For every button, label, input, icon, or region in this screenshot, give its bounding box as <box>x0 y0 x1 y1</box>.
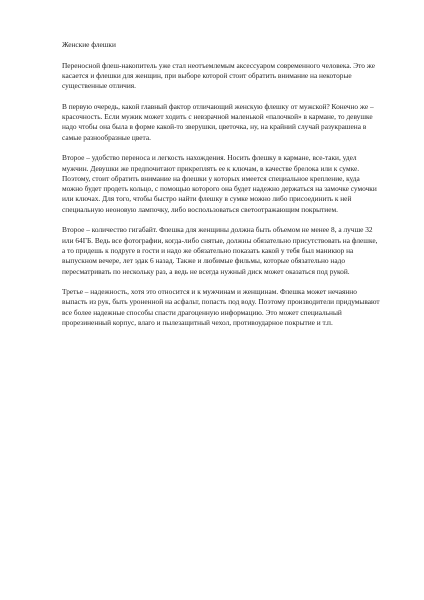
paragraph-colorfulness: В первую очередь, какой главный фактор отличающий женскую флешку от мужской? Конечно же – красочность. Если мужик может ходить с невзрачной маленькой «палочкой» в кармане, то девушке надо чтобы она была в форме какой-то зверушки, цветочка, ну, на крайний случай разукрашена в самые разнообразные цвета. <box>62 101 374 142</box>
paragraph-portability: Второе – удобство переноса и легкость нахождения. Носить флешку в кармане, все-таки, удел мужчин. Девушки же предпочитают прикреплять ее к ключам, в качестве брелока или к сумке. Поэтому, стоит обратить внимание на флешки у которых имеется специальное крепление, куда можно будет продеть кольцо, с помощью которого она будет надежно держаться на замочке сумочки или ключах. Для того, чтобы быстро найти флешку в сумке можно либо присоединить к ней специальную неоновую лампочку, либо воспользоваться светоотражающим покрытием. <box>62 153 377 214</box>
document-title: Женские флешки <box>62 40 116 49</box>
document-body <box>62 40 382 339</box>
paragraph-reliability: Третье – надежность, хотя это относится и к мужчинам и женщинам. Флешка может нечаянно выпасть из рук, быть уроненной на асфальт, попасть под воду. Поэтому производители придумывают все более надежные способы спасти драгоценную информацию. Это может специальный прорезиненный корпус, влаго и пылезащитный чехол, противоударное покрытие и т.п. <box>62 287 380 328</box>
paragraph-intro: Переносной флеш-накопитель уже стал неотъемлемым аксессуаром современного человека. Это же касается и флешки для женщин, при выборе которой стоит обратить внимание на некоторые существенные отличия. <box>62 60 375 91</box>
paragraph-capacity: Второе – количество гигабайт. Флешка для женщины должна быть объемом не менее 8, а лучше 32 или 64ГБ. Ведь все фотографии, когда-либо снятые, должны обязательно присутствовать на флешке, а то придешь к подруге в гости и надо же обязательно показать какой у тебя был маникюр на выпускном вечере, лет эдак 6 назад. Также и любимые фильмы, которые обязательно надо пересматривать по нескольку раз, а ведь не всегда нужный диск может оказаться под рукой. <box>62 225 378 276</box>
